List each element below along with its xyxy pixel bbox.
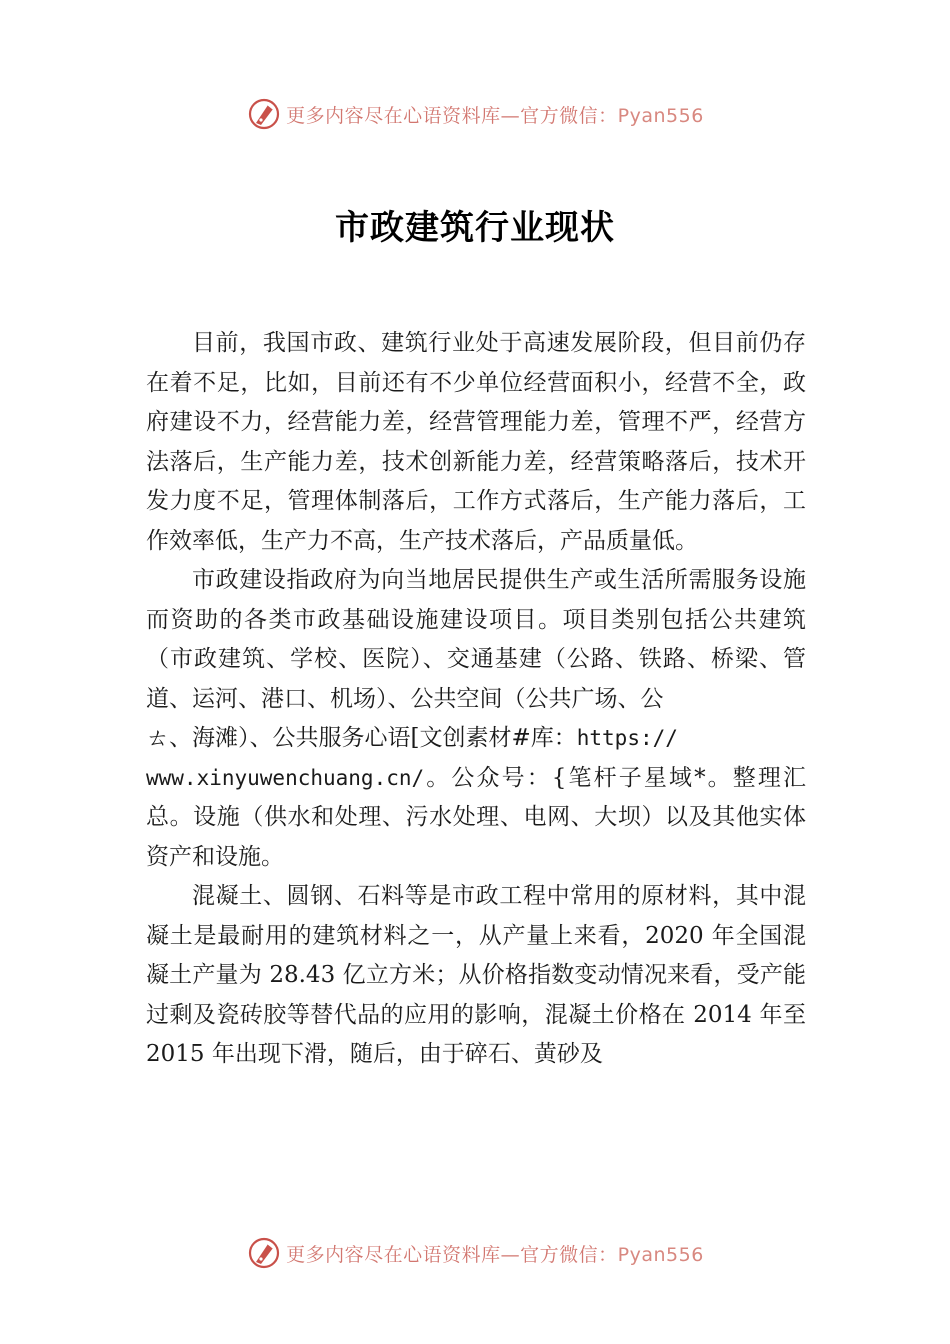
banner-text: [286, 101, 704, 128]
banner-wechat-id: Pyan556: [617, 104, 704, 127]
banner-label: 更多内容尽在心语资料库—官方微信：: [286, 104, 618, 127]
header-banner: [0, 94, 950, 134]
paragraph-3: 混凝土、圆钢、石料等是市政工程中常用的原材料，其中混凝土是最耐用的建筑材料之一，从产量上来看，2020 年全国混凝土产量为 28.43 亿立方米；从价格指数变动情况来看，受产能过剩及瓷砖胶等替代品的应用的影响，混凝土价格在 2014 年至 2015 年出现下滑，随后，由于碎石、黄砂及: [146, 883, 806, 1067]
paragraph-2-text-b: 。公众号：{笔杆子星域*。整理汇总。设施（供水和处理、污水处理、电网、大坝）以及其他实体资产和设施。: [146, 764, 806, 870]
banner-label: 更多内容尽在心语资料库—官方微信：: [286, 1243, 618, 1266]
paragraph-1: 目前，我国市政、建筑行业处于高速发展阶段，但目前仍存在着不足，比如，目前还有不少单位经营面积小，经营不全，政府建设不力，经营能力差，经营管理能力差，管理不严，经营方法落后，生产能力差，技术创新能力差，经营策略落后，技术开发力度不足，管理体制落后，工作方式落后，生产能力落后，工作效率低，生产力不高，生产技术落后，产品质量低。: [146, 330, 806, 554]
paragraph-2-continued: [146, 719, 806, 877]
pen-nib-icon: [246, 1235, 282, 1271]
pen-nib-icon: [246, 96, 282, 132]
source-url-part-1: https://: [576, 726, 678, 750]
banner-text: [286, 1240, 704, 1267]
broken-glyph-icon: ㄊ: [146, 725, 169, 751]
source-url-part-2: www.xinyuwenchuang.cn/: [146, 765, 425, 790]
document-body: [146, 324, 806, 1075]
page-title: 市政建筑行业现状: [335, 208, 615, 248]
footer-banner: [0, 1233, 950, 1273]
paragraph-2-text-a: 、海滩）、公共服务心语[文创素材#库：: [169, 725, 577, 751]
banner-wechat-id: Pyan556: [617, 1243, 704, 1266]
paragraph-2: 市政建设指政府为向当地居民提供生产或生活所需服务设施而资助的各类市政基础设施建设项目。项目类别包括公共建筑（市政建筑、学校、医院）、交通基建（公路、铁路、桥梁、管道、运河、港口、机场）、公共空间（公共广场、公: [146, 567, 806, 712]
